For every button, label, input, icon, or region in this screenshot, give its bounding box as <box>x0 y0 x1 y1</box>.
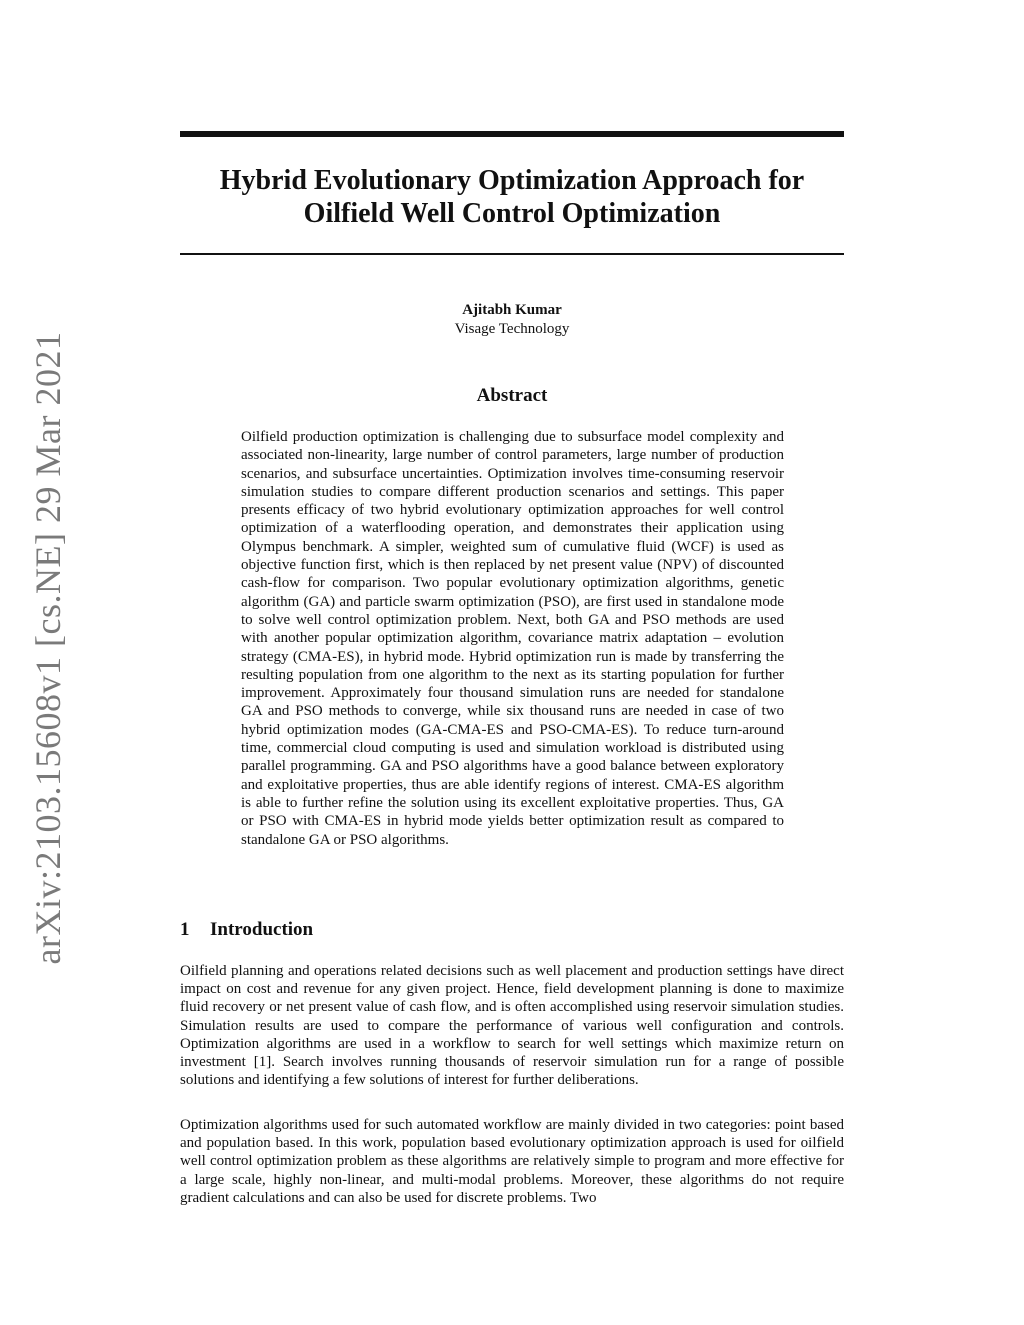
paper-title-line-2: Oilfield Well Control Optimization <box>303 198 721 229</box>
paper-title-line-1: Hybrid Evolutionary Optimization Approach for <box>219 165 805 196</box>
section-title: Introduction <box>210 919 314 940</box>
author-block <box>180 301 844 339</box>
author-name: Ajitabh Kumar <box>462 302 562 318</box>
author-affiliation: Visage Technology <box>454 321 570 337</box>
section-heading-introduction <box>180 919 313 941</box>
introduction-paragraph: Optimization algorithms used for such automated workflow are mainly divided in two categories: point based and population based. In this work, population based evolutionary optimization approach is used for oilfield well control optimization problem as these algorithms are relatively simple to program and more effective for a large scale, highly non-linear, and multi-modal problems. Moreover, these algorithms do not require gradient calculations and can also be used for discrete problems. Two <box>180 1117 844 1206</box>
abstract-text: Oilfield production optimization is challenging due to subsurface model complexity and associated non-linearity, large number of control parameters, large number of production scenarios, and subsurface uncertainties. Optimization involves time-consuming reservoir simulation studies to compare different production scenarios and settings. This paper presents efficacy of two hybrid evolutionary optimization approaches for well control optimization of a waterflooding operation, and demonstrates their application using Olympus benchmark. A simpler, weighted sum of cumulative fluid (WCF) is used as objective function first, which is then replaced by net present value (NPV) of discounted cash-flow for comparison. Two popular evolutionary optimization algorithms, genetic algorithm (GA) and particle swarm optimization (PSO), are first used in standalone mode to solve well control optimization problem. Next, both GA and PSO methods are used with another popular optimization algorithm, covariance matrix adaptation – evolution strategy (CMA-ES), in hybrid mode. Hybrid optimization run is made by transferring the resulting population from one algorithm to the next as its starting population for further improvement. Approximately four thousand simulation runs are needed for standalone GA and PSO methods to converge, while six thousand runs are needed in case of two hybrid optimization modes (GA-CMA-ES and PSO-CMA-ES). To reduce turn-around time, commercial cloud computing is used and simulation workload is distributed using parallel programming. GA and PSO algorithms have a good balance between exploratory and exploitative properties, thus are able identify regions of interest. CMA-ES algorithm is able to further refine the solution using its excellent exploitative properties. Thus, GA or PSO with CMA-ES in hybrid mode yields better optimization result as compared to standalone GA or PSO algorithms. <box>241 429 784 848</box>
arxiv-identifier-stamp[interactable]: arXiv:2103.15608v1 [cs.NE] 29 Mar 2021 <box>28 331 68 965</box>
title-bottom-rule <box>180 253 844 255</box>
paper-title <box>180 164 844 230</box>
title-top-rule <box>180 131 844 137</box>
abstract-heading: Abstract <box>476 385 548 406</box>
section-number: 1 <box>180 919 190 940</box>
introduction-paragraph: Oilfield planning and operations related decisions such as well placement and production settings have direct impact on cost and revenue for any given project. Hence, field development planning is done to maximize fluid recovery or net present value of cash flow, and is often accomplished using reservoir simulation studies. Simulation results are used to compare the performance of various well configuration and controls. Optimization algorithms are used in a workflow to search for well settings which maximize return on investment [1]. Search involves running thousands of reservoir simulation run for a range of possible solutions and identifying a few solutions of interest for further deliberations. <box>180 963 844 1089</box>
